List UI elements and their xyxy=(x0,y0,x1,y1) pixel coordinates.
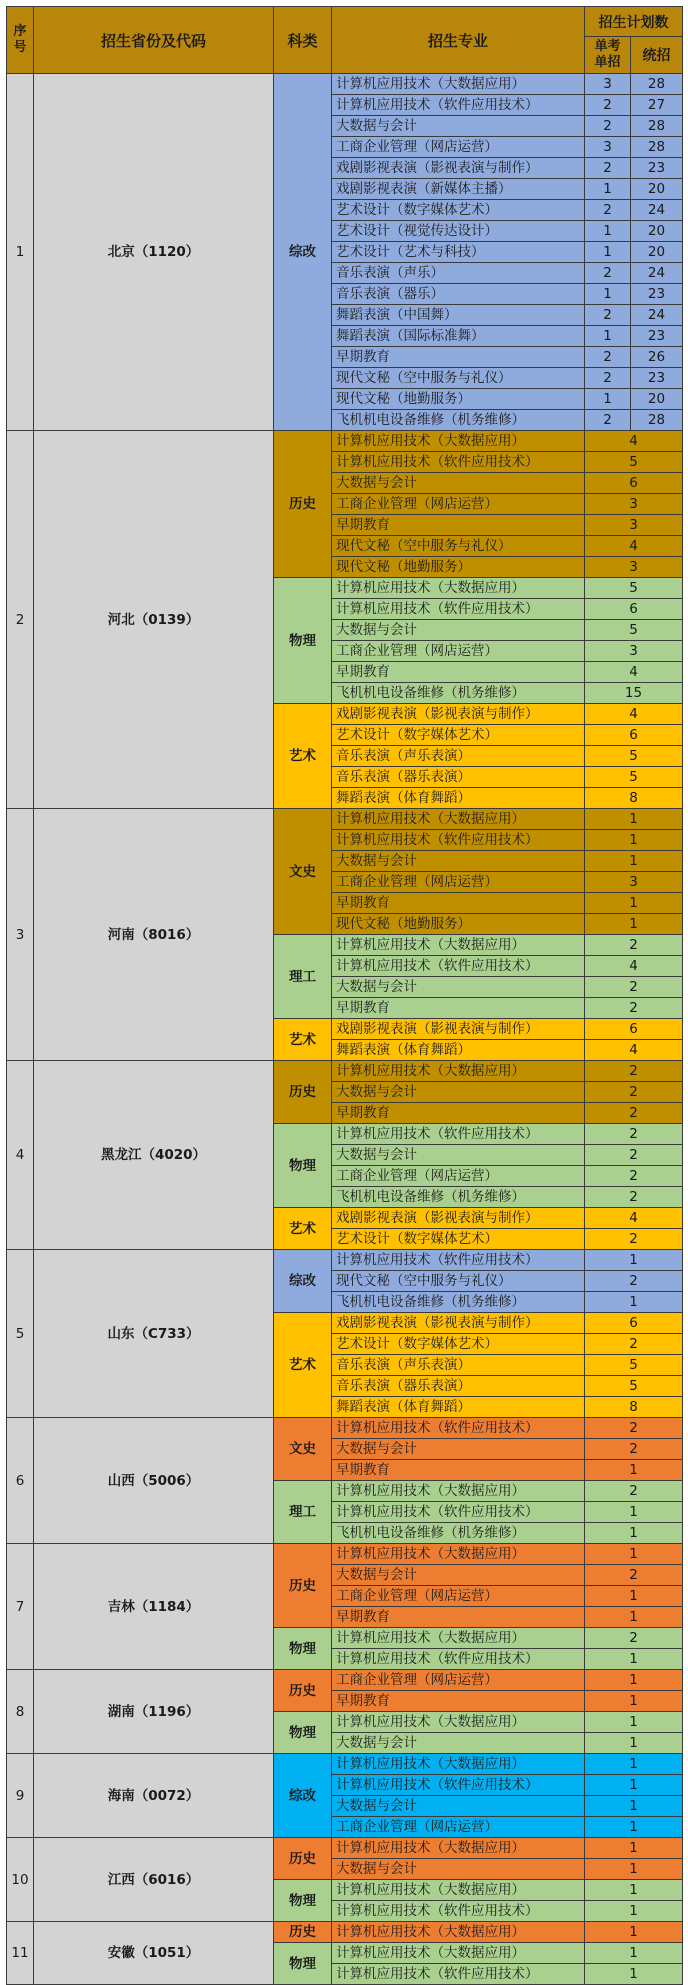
seq-header-text: 序号 xyxy=(13,24,27,55)
table-row xyxy=(7,1418,683,1439)
plan-count: 2 xyxy=(585,998,683,1019)
single-exam-count: 2 xyxy=(585,95,631,116)
plan-count: 2 xyxy=(585,1229,683,1250)
plan-count: 2 xyxy=(585,935,683,956)
major-cell: 计算机应用技术（大数据应用） xyxy=(332,1943,585,1964)
major-cell: 飞机机电设备维修（机务维修） xyxy=(332,410,585,431)
major-cell: 舞蹈表演（体育舞蹈） xyxy=(332,1397,585,1418)
province-cell: 山东（C733） xyxy=(34,1250,274,1418)
category-cell: 艺术 xyxy=(274,1208,332,1250)
major-cell: 计算机应用技术（软件应用技术） xyxy=(332,599,585,620)
major-cell: 计算机应用技术（大数据应用） xyxy=(332,74,585,95)
table-row xyxy=(7,1838,683,1859)
plan-count: 1 xyxy=(585,1460,683,1481)
major-cell: 音乐表演（器乐表演） xyxy=(332,1376,585,1397)
plan-count: 6 xyxy=(585,599,683,620)
plan-count: 2 xyxy=(585,1061,683,1082)
category-cell: 文史 xyxy=(274,809,332,935)
major-cell: 飞机机电设备维修（机务维修） xyxy=(332,1187,585,1208)
province-cell: 海南（0072） xyxy=(34,1754,274,1838)
major-cell: 计算机应用技术（大数据应用） xyxy=(332,1544,585,1565)
major-cell: 工商企业管理（网店运营） xyxy=(332,1586,585,1607)
major-cell: 大数据与会计 xyxy=(332,1859,585,1880)
table-row xyxy=(7,431,683,452)
major-cell: 计算机应用技术（大数据应用） xyxy=(332,431,585,452)
plan-header: 招生计划数 xyxy=(585,7,683,37)
major-cell: 大数据与会计 xyxy=(332,1439,585,1460)
major-cell: 大数据与会计 xyxy=(332,116,585,137)
plan-count: 4 xyxy=(585,1208,683,1229)
category-header: 科类 xyxy=(274,7,332,74)
major-cell: 音乐表演（声乐表演） xyxy=(332,746,585,767)
major-cell: 艺术设计（数字媒体艺术） xyxy=(332,200,585,221)
seq-header xyxy=(7,7,34,74)
province-cell: 黑龙江（4020） xyxy=(34,1061,274,1250)
major-cell: 早期教育 xyxy=(332,347,585,368)
single-exam-count: 1 xyxy=(585,284,631,305)
plan-count: 15 xyxy=(585,683,683,704)
major-cell: 音乐表演（器乐表演） xyxy=(332,767,585,788)
plan-count: 2 xyxy=(585,1124,683,1145)
category-cell: 艺术 xyxy=(274,704,332,809)
unified-count: 27 xyxy=(631,95,683,116)
major-cell: 计算机应用技术（软件应用技术） xyxy=(332,1250,585,1271)
plan-count: 1 xyxy=(585,830,683,851)
single-exam-count: 2 xyxy=(585,158,631,179)
category-cell: 历史 xyxy=(274,1061,332,1124)
seq-cell: 4 xyxy=(7,1061,34,1250)
plan-count: 1 xyxy=(585,1943,683,1964)
major-cell: 早期教育 xyxy=(332,1691,585,1712)
plan-count: 5 xyxy=(585,1355,683,1376)
unified-count: 28 xyxy=(631,410,683,431)
seq-cell: 6 xyxy=(7,1418,34,1544)
table-row xyxy=(7,1544,683,1565)
plan-count: 5 xyxy=(585,578,683,599)
major-cell: 艺术设计（视觉传达设计） xyxy=(332,221,585,242)
seq-cell: 9 xyxy=(7,1754,34,1838)
single-exam-header-text: 单考单招 xyxy=(594,39,621,70)
major-cell: 飞机机电设备维修（机务维修） xyxy=(332,683,585,704)
seq-cell: 8 xyxy=(7,1670,34,1754)
single-exam-count: 1 xyxy=(585,179,631,200)
major-cell: 计算机应用技术（大数据应用） xyxy=(332,1481,585,1502)
major-cell: 计算机应用技术（大数据应用） xyxy=(332,1754,585,1775)
major-cell: 计算机应用技术（软件应用技术） xyxy=(332,1418,585,1439)
table-row xyxy=(7,1250,683,1271)
table-row xyxy=(7,1754,683,1775)
major-cell: 早期教育 xyxy=(332,893,585,914)
table-row xyxy=(7,1670,683,1691)
plan-count: 8 xyxy=(585,788,683,809)
category-cell: 物理 xyxy=(274,578,332,704)
plan-count: 1 xyxy=(585,851,683,872)
category-cell: 历史 xyxy=(274,1922,332,1943)
category-cell: 艺术 xyxy=(274,1313,332,1418)
single-exam-count: 2 xyxy=(585,263,631,284)
major-cell: 艺术设计（数字媒体艺术） xyxy=(332,1334,585,1355)
major-cell: 计算机应用技术（软件应用技术） xyxy=(332,1124,585,1145)
unified-count: 20 xyxy=(631,221,683,242)
major-cell: 早期教育 xyxy=(332,1103,585,1124)
category-cell: 物理 xyxy=(274,1628,332,1670)
plan-count: 1 xyxy=(585,1775,683,1796)
plan-count: 1 xyxy=(585,1964,683,1985)
plan-count: 3 xyxy=(585,494,683,515)
major-cell: 工商企业管理（网店运营） xyxy=(332,137,585,158)
plan-count: 5 xyxy=(585,620,683,641)
single-exam-count: 1 xyxy=(585,389,631,410)
single-exam-count: 2 xyxy=(585,347,631,368)
major-cell: 计算机应用技术（大数据应用） xyxy=(332,1061,585,1082)
plan-count: 4 xyxy=(585,956,683,977)
plan-count: 4 xyxy=(585,536,683,557)
seq-cell: 11 xyxy=(7,1922,34,1985)
single-exam-count: 2 xyxy=(585,410,631,431)
plan-count: 1 xyxy=(585,1859,683,1880)
category-cell: 综改 xyxy=(274,1754,332,1838)
major-cell: 计算机应用技术（软件应用技术） xyxy=(332,1502,585,1523)
major-cell: 工商企业管理（网店运营） xyxy=(332,1166,585,1187)
table-row xyxy=(7,809,683,830)
major-cell: 舞蹈表演（体育舞蹈） xyxy=(332,1040,585,1061)
major-cell: 飞机机电设备维修（机务维修） xyxy=(332,1523,585,1544)
major-cell: 计算机应用技术（软件应用技术） xyxy=(332,1649,585,1670)
major-cell: 戏剧影视表演（新媒体主播） xyxy=(332,179,585,200)
plan-count: 2 xyxy=(585,1481,683,1502)
category-cell: 理工 xyxy=(274,1481,332,1544)
province-cell: 河南（8016） xyxy=(34,809,274,1061)
unified-count: 20 xyxy=(631,242,683,263)
plan-count: 1 xyxy=(585,1523,683,1544)
plan-count: 1 xyxy=(585,1586,683,1607)
major-cell: 计算机应用技术（大数据应用） xyxy=(332,935,585,956)
plan-count: 1 xyxy=(585,1250,683,1271)
major-cell: 大数据与会计 xyxy=(332,1082,585,1103)
major-cell: 音乐表演（器乐） xyxy=(332,284,585,305)
major-cell: 早期教育 xyxy=(332,998,585,1019)
major-cell: 早期教育 xyxy=(332,662,585,683)
major-cell: 艺术设计（艺术与科技） xyxy=(332,242,585,263)
table-row xyxy=(7,1061,683,1082)
seq-cell: 10 xyxy=(7,1838,34,1922)
plan-count: 6 xyxy=(585,1313,683,1334)
plan-count: 2 xyxy=(585,1103,683,1124)
major-cell: 计算机应用技术（大数据应用） xyxy=(332,1880,585,1901)
major-cell: 大数据与会计 xyxy=(332,1796,585,1817)
major-cell: 现代文秘（地勤服务） xyxy=(332,914,585,935)
unified-count: 28 xyxy=(631,74,683,95)
major-cell: 现代文秘（空中服务与礼仪） xyxy=(332,536,585,557)
plan-count: 1 xyxy=(585,1880,683,1901)
province-cell: 江西（6016） xyxy=(34,1838,274,1922)
unified-count: 24 xyxy=(631,305,683,326)
province-cell: 山西（5006） xyxy=(34,1418,274,1544)
enrollment-plan-table xyxy=(6,6,683,1985)
major-cell: 计算机应用技术（软件应用技术） xyxy=(332,956,585,977)
major-cell: 早期教育 xyxy=(332,1607,585,1628)
plan-count: 1 xyxy=(585,1817,683,1838)
plan-count: 1 xyxy=(585,1292,683,1313)
major-cell: 计算机应用技术（软件应用技术） xyxy=(332,95,585,116)
seq-cell: 1 xyxy=(7,74,34,431)
plan-count: 1 xyxy=(585,893,683,914)
province-cell: 安徽（1051） xyxy=(34,1922,274,1985)
province-cell: 河北（0139） xyxy=(34,431,274,809)
category-cell: 物理 xyxy=(274,1124,332,1208)
major-cell: 计算机应用技术（大数据应用） xyxy=(332,1712,585,1733)
unified-count: 28 xyxy=(631,137,683,158)
category-cell: 综改 xyxy=(274,1250,332,1313)
major-cell: 大数据与会计 xyxy=(332,1733,585,1754)
plan-count: 4 xyxy=(585,1040,683,1061)
unified-count: 24 xyxy=(631,263,683,284)
major-cell: 戏剧影视表演（影视表演与制作） xyxy=(332,1208,585,1229)
plan-count: 2 xyxy=(585,1271,683,1292)
major-cell: 早期教育 xyxy=(332,515,585,536)
single-exam-count: 1 xyxy=(585,326,631,347)
province-cell: 北京（1120） xyxy=(34,74,274,431)
major-cell: 计算机应用技术（大数据应用） xyxy=(332,1922,585,1943)
major-cell: 现代文秘（地勤服务） xyxy=(332,557,585,578)
plan-count: 1 xyxy=(585,1670,683,1691)
plan-count: 2 xyxy=(585,1418,683,1439)
category-cell: 艺术 xyxy=(274,1019,332,1061)
plan-count: 1 xyxy=(585,1691,683,1712)
major-cell: 计算机应用技术（软件应用技术） xyxy=(332,830,585,851)
unified-count: 23 xyxy=(631,158,683,179)
plan-count: 1 xyxy=(585,1733,683,1754)
category-cell: 历史 xyxy=(274,431,332,578)
unified-count: 23 xyxy=(631,326,683,347)
major-cell: 计算机应用技术（大数据应用） xyxy=(332,578,585,599)
plan-count: 4 xyxy=(585,704,683,725)
category-cell: 物理 xyxy=(274,1712,332,1754)
major-cell: 计算机应用技术（软件应用技术） xyxy=(332,452,585,473)
single-exam-count: 2 xyxy=(585,305,631,326)
major-cell: 舞蹈表演（国际标准舞） xyxy=(332,326,585,347)
plan-count: 1 xyxy=(585,1754,683,1775)
plan-count: 1 xyxy=(585,1838,683,1859)
unified-header: 统招 xyxy=(631,37,683,74)
major-cell: 计算机应用技术（软件应用技术） xyxy=(332,1775,585,1796)
single-exam-count: 3 xyxy=(585,74,631,95)
plan-count: 6 xyxy=(585,473,683,494)
category-cell: 物理 xyxy=(274,1943,332,1985)
major-cell: 早期教育 xyxy=(332,1460,585,1481)
plan-count: 3 xyxy=(585,641,683,662)
plan-count: 8 xyxy=(585,1397,683,1418)
plan-count: 5 xyxy=(585,1376,683,1397)
province-cell: 吉林（1184） xyxy=(34,1544,274,1670)
unified-count: 28 xyxy=(631,116,683,137)
plan-count: 1 xyxy=(585,1502,683,1523)
unified-count: 24 xyxy=(631,200,683,221)
single-exam-count: 1 xyxy=(585,242,631,263)
major-cell: 大数据与会计 xyxy=(332,1565,585,1586)
major-cell: 现代文秘（地勤服务） xyxy=(332,389,585,410)
major-cell: 大数据与会计 xyxy=(332,1145,585,1166)
plan-count: 2 xyxy=(585,1628,683,1649)
plan-count: 6 xyxy=(585,1019,683,1040)
category-cell: 历史 xyxy=(274,1670,332,1712)
major-cell: 戏剧影视表演（影视表演与制作） xyxy=(332,704,585,725)
category-cell: 理工 xyxy=(274,935,332,1019)
table-body xyxy=(7,74,683,1985)
single-exam-count: 2 xyxy=(585,116,631,137)
plan-count: 2 xyxy=(585,1082,683,1103)
major-cell: 计算机应用技术（软件应用技术） xyxy=(332,1964,585,1985)
plan-count: 1 xyxy=(585,914,683,935)
plan-count: 1 xyxy=(585,1649,683,1670)
major-cell: 大数据与会计 xyxy=(332,851,585,872)
plan-count: 6 xyxy=(585,725,683,746)
major-cell: 工商企业管理（网店运营） xyxy=(332,872,585,893)
plan-count: 1 xyxy=(585,1544,683,1565)
single-exam-count: 2 xyxy=(585,368,631,389)
plan-count: 1 xyxy=(585,1922,683,1943)
plan-count: 2 xyxy=(585,1439,683,1460)
plan-count: 3 xyxy=(585,515,683,536)
major-cell: 艺术设计（数字媒体艺术） xyxy=(332,725,585,746)
table-row xyxy=(7,74,683,95)
major-cell: 舞蹈表演（体育舞蹈） xyxy=(332,788,585,809)
major-cell: 艺术设计（数字媒体艺术） xyxy=(332,1229,585,1250)
plan-count: 3 xyxy=(585,557,683,578)
plan-count: 1 xyxy=(585,809,683,830)
major-cell: 大数据与会计 xyxy=(332,977,585,998)
category-cell: 历史 xyxy=(274,1544,332,1628)
table-row xyxy=(7,1922,683,1943)
unified-count: 26 xyxy=(631,347,683,368)
major-cell: 飞机机电设备维修（机务维修） xyxy=(332,1292,585,1313)
plan-count: 5 xyxy=(585,452,683,473)
unified-count: 20 xyxy=(631,389,683,410)
plan-count: 2 xyxy=(585,1166,683,1187)
plan-count: 2 xyxy=(585,1187,683,1208)
major-cell: 大数据与会计 xyxy=(332,620,585,641)
major-cell: 戏剧影视表演（影视表演与制作） xyxy=(332,1313,585,1334)
single-exam-header xyxy=(585,37,631,74)
plan-count: 2 xyxy=(585,1565,683,1586)
single-exam-count: 2 xyxy=(585,200,631,221)
category-cell: 物理 xyxy=(274,1880,332,1922)
major-cell: 舞蹈表演（中国舞） xyxy=(332,305,585,326)
major-cell: 现代文秘（空中服务与礼仪） xyxy=(332,368,585,389)
plan-count: 4 xyxy=(585,431,683,452)
single-exam-count: 3 xyxy=(585,137,631,158)
plan-count: 2 xyxy=(585,977,683,998)
major-cell: 计算机应用技术（大数据应用） xyxy=(332,809,585,830)
unified-count: 20 xyxy=(631,179,683,200)
single-exam-count: 1 xyxy=(585,221,631,242)
unified-count: 23 xyxy=(631,368,683,389)
major-cell: 戏剧影视表演（影视表演与制作） xyxy=(332,158,585,179)
major-cell: 计算机应用技术（软件应用技术） xyxy=(332,1901,585,1922)
plan-count: 1 xyxy=(585,1712,683,1733)
plan-count: 5 xyxy=(585,767,683,788)
plan-count: 4 xyxy=(585,662,683,683)
province-cell: 湖南（1196） xyxy=(34,1670,274,1754)
unified-count: 23 xyxy=(631,284,683,305)
plan-count: 1 xyxy=(585,1796,683,1817)
major-cell: 计算机应用技术（大数据应用） xyxy=(332,1838,585,1859)
plan-count: 2 xyxy=(585,1145,683,1166)
plan-count: 3 xyxy=(585,872,683,893)
plan-count: 1 xyxy=(585,1607,683,1628)
major-cell: 大数据与会计 xyxy=(332,473,585,494)
seq-cell: 5 xyxy=(7,1250,34,1418)
table-header xyxy=(7,7,683,74)
seq-cell: 2 xyxy=(7,431,34,809)
seq-cell: 3 xyxy=(7,809,34,1061)
major-cell: 戏剧影视表演（影视表演与制作） xyxy=(332,1019,585,1040)
major-cell: 计算机应用技术（大数据应用） xyxy=(332,1628,585,1649)
major-cell: 工商企业管理（网店运营） xyxy=(332,494,585,515)
category-cell: 文史 xyxy=(274,1418,332,1481)
major-cell: 工商企业管理（网店运营） xyxy=(332,1817,585,1838)
province-header: 招生省份及代码 xyxy=(34,7,274,74)
major-cell: 工商企业管理（网店运营） xyxy=(332,1670,585,1691)
major-cell: 现代文秘（空中服务与礼仪） xyxy=(332,1271,585,1292)
seq-cell: 7 xyxy=(7,1544,34,1670)
plan-count: 1 xyxy=(585,1901,683,1922)
category-cell: 历史 xyxy=(274,1838,332,1880)
major-cell: 工商企业管理（网店运营） xyxy=(332,641,585,662)
major-header: 招生专业 xyxy=(332,7,585,74)
plan-count: 2 xyxy=(585,1334,683,1355)
plan-count: 5 xyxy=(585,746,683,767)
major-cell: 音乐表演（声乐表演） xyxy=(332,1355,585,1376)
category-cell: 综改 xyxy=(274,74,332,431)
major-cell: 音乐表演（声乐） xyxy=(332,263,585,284)
